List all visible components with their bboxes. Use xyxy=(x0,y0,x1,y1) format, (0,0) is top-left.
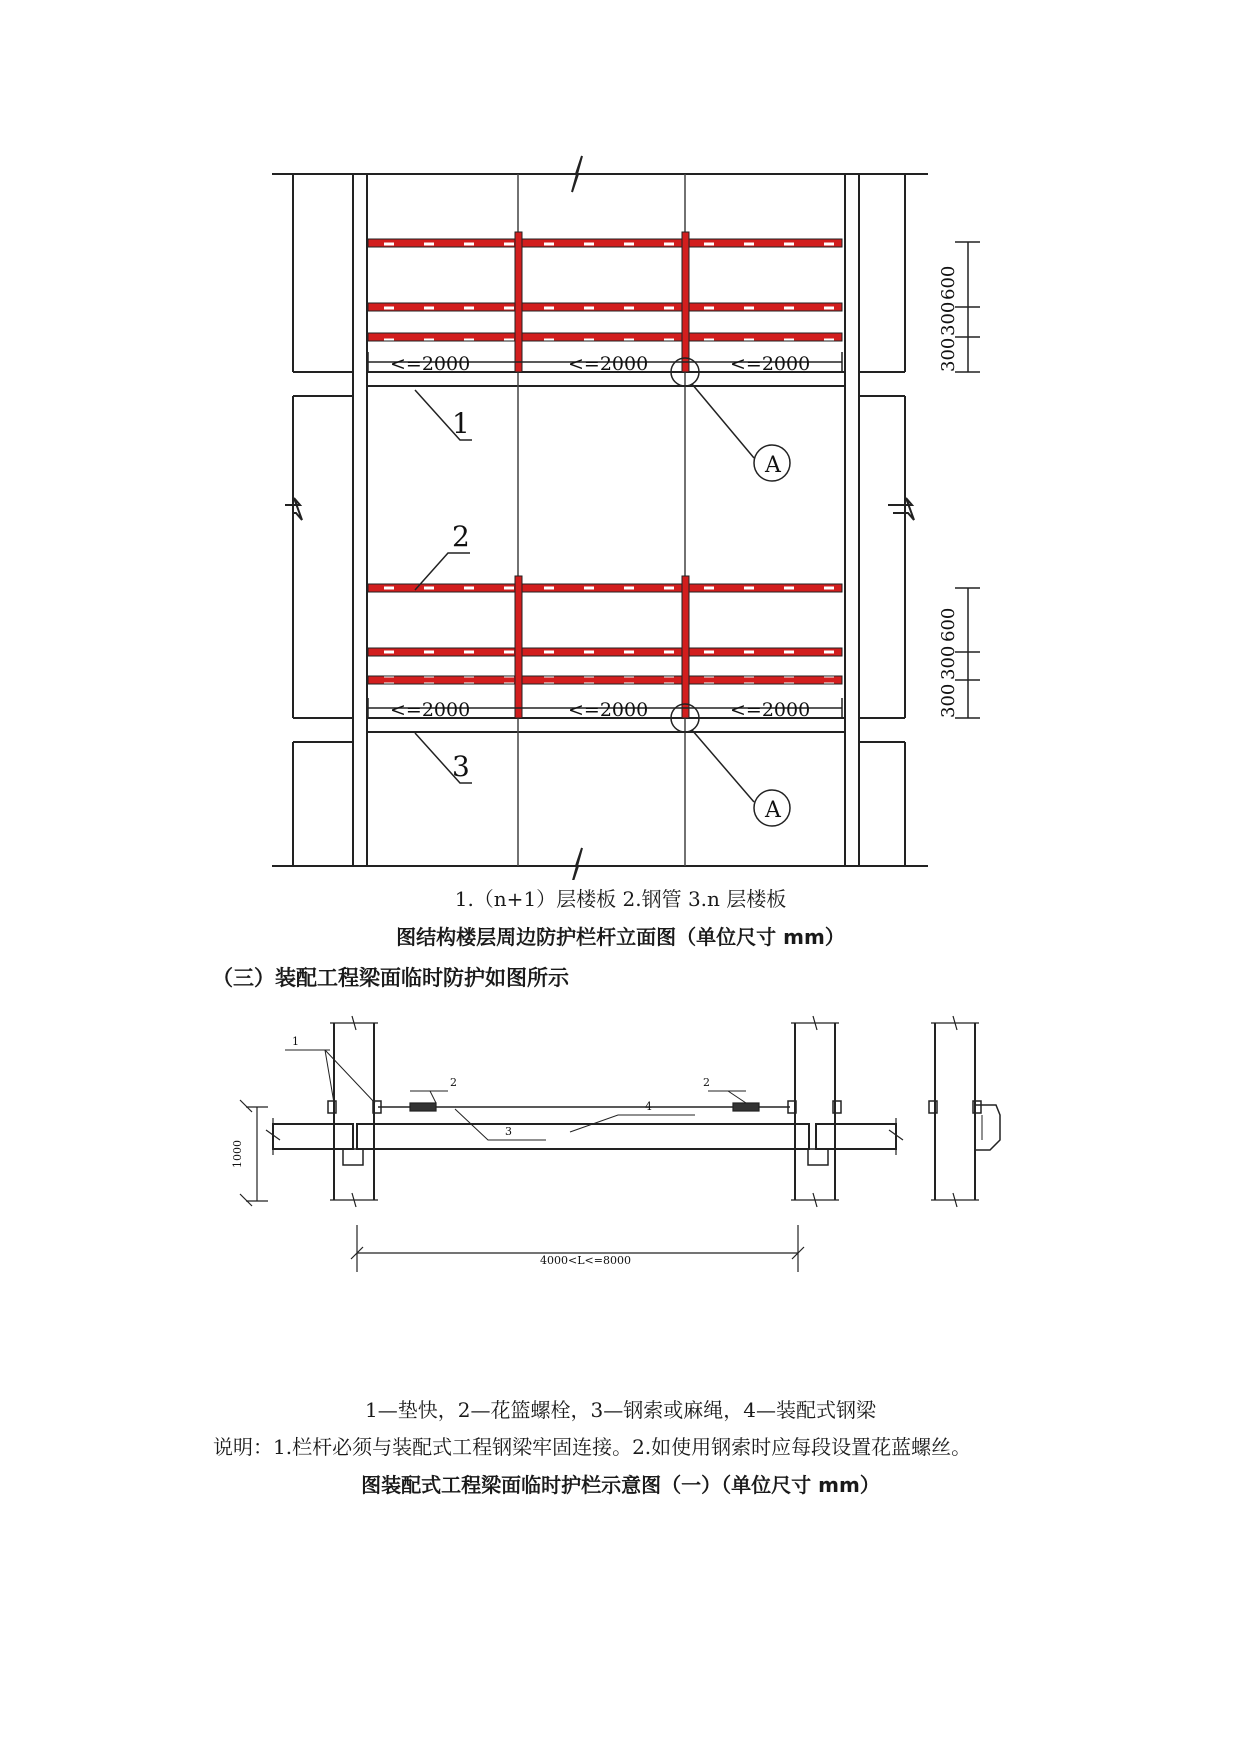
callout-1: 1 xyxy=(452,407,470,440)
callout-2-right: 2 xyxy=(703,1076,710,1089)
spacing-label: <=2000 xyxy=(730,353,811,375)
post xyxy=(682,576,689,718)
post xyxy=(515,232,522,372)
top-break-line xyxy=(272,156,928,192)
bottom-break-line xyxy=(272,848,928,880)
post xyxy=(682,232,689,372)
callout-leaders xyxy=(285,1050,746,1140)
callout-2: 2 xyxy=(452,520,470,553)
building-columns xyxy=(285,174,914,866)
rail-top xyxy=(368,584,842,592)
height-dim-label: 1000 xyxy=(231,1140,244,1168)
dim-300: 300 xyxy=(938,301,959,336)
spacing-label: <=2000 xyxy=(390,353,471,375)
upper-guardrail xyxy=(368,232,842,372)
section-heading: （三）装配工程梁面临时防护如图所示 xyxy=(212,966,569,990)
rail-bottom xyxy=(368,333,842,341)
dim-300: 300 xyxy=(938,683,959,718)
spacing-label: <=2000 xyxy=(730,699,811,721)
span-dim-label: 4000<L<=8000 xyxy=(540,1254,631,1267)
dim-600: 600 xyxy=(938,607,959,642)
prefab-steel-beam xyxy=(266,1118,903,1165)
figure1-title: 图结构楼层周边防护栏杆立面图（单位尺寸 mm） xyxy=(396,925,845,949)
rail-middle xyxy=(368,648,842,656)
left-column xyxy=(330,1016,378,1207)
spacing-label: <=2000 xyxy=(568,699,649,721)
spacing-label: <=2000 xyxy=(390,699,471,721)
floor-slab-n-plus-1 xyxy=(293,372,905,396)
callout-3: 3 xyxy=(505,1125,512,1138)
callout-1: 1 xyxy=(292,1035,299,1048)
grid-lines xyxy=(518,174,685,866)
spacing-label: <=2000 xyxy=(568,353,649,375)
lower-guardrail xyxy=(368,576,842,718)
detail-a-label: A xyxy=(765,453,781,478)
floor-slab-n xyxy=(293,718,905,742)
rail-bottom xyxy=(368,676,842,684)
height-dimension xyxy=(240,1100,268,1206)
callout-2-left: 2 xyxy=(450,1076,457,1089)
figure2-note: 说明：1.栏杆必须与装配式工程钢梁牢固连接。2.如使用钢索时应每段设置花蓝螺丝。 xyxy=(213,1435,972,1459)
rail-top xyxy=(368,239,842,247)
spacing-dimensions xyxy=(368,352,842,718)
rail-middle xyxy=(368,303,842,311)
figure1-legend: 1.（n+1）层楼板 2.钢管 3.n 层楼板 xyxy=(454,887,787,911)
dim-600: 600 xyxy=(938,265,959,300)
callout-4: 4 xyxy=(645,1100,652,1113)
dim-300: 300 xyxy=(938,337,959,372)
dim-300: 300 xyxy=(938,645,959,680)
side-view-column xyxy=(931,1016,1000,1207)
figure2-title: 图装配式工程梁面临时护栏示意图（一）（单位尺寸 mm） xyxy=(361,1473,880,1497)
beam-temporary-guardrail-drawing xyxy=(0,1000,1241,1370)
detail-a-label: A xyxy=(765,798,781,823)
callout-3: 3 xyxy=(452,750,470,783)
post xyxy=(515,576,522,718)
right-column xyxy=(791,1016,839,1207)
figure2-legend: 1—垫快，2—花篮螺栓，3—钢索或麻绳，4—装配式钢梁 xyxy=(365,1398,876,1422)
